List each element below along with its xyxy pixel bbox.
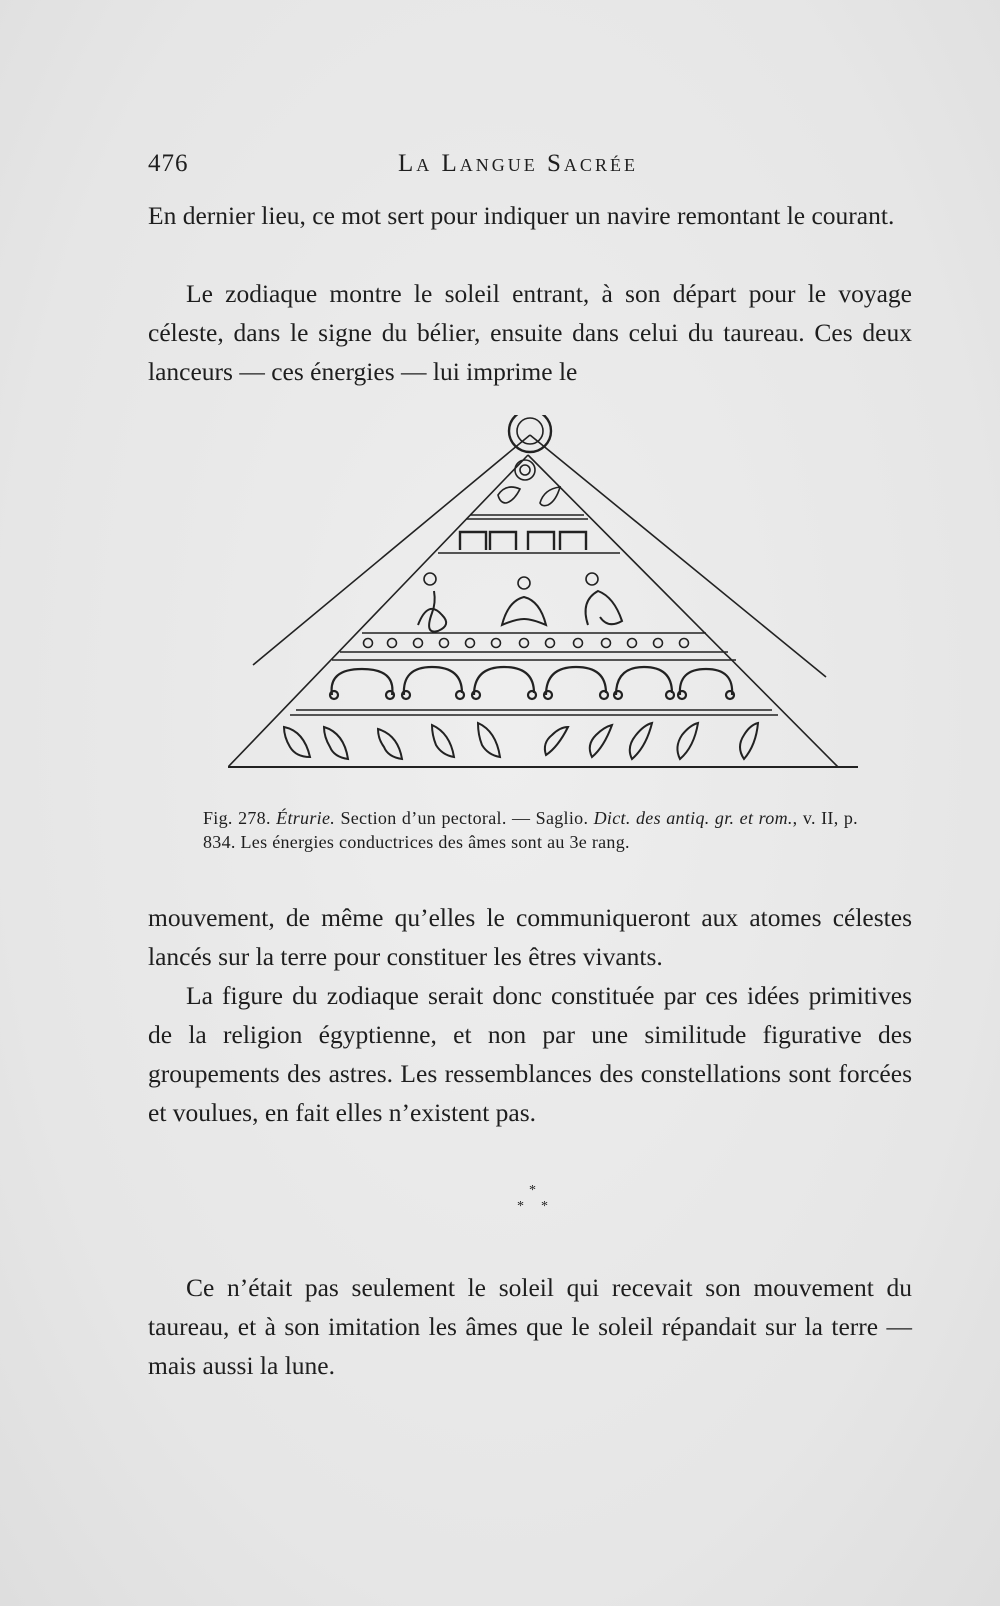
figure-left-head (424, 573, 436, 585)
top-horn-left (498, 487, 520, 503)
caption-ref-title: Dict. des antiq. gr. et rom. (593, 808, 793, 828)
horn-row (284, 723, 758, 759)
page-number: 476 (148, 150, 189, 177)
caption-fig-number: Fig. 278. (203, 808, 271, 828)
section-separator (515, 1183, 555, 1219)
pectoral-figure (228, 415, 858, 795)
apex-ring (509, 415, 551, 452)
figure-right-head (586, 573, 598, 585)
separator-star-left: * (517, 1199, 524, 1214)
paragraph-2: Le zodiaque montre le soleil entrant, à son départ pour le voyage céleste, dans le signe du bélier, ensuite dans celui du taureau. Ces deux lanceurs — ces énergies — lui imprime le (148, 279, 912, 386)
figure-left (418, 591, 446, 632)
paragraph-5: Ce n’était pas seulement le soleil qui recevait son mouvement du taureau, et à son imitation les âmes que le soleil répandait sur la terre — mais aussi la lune. (148, 1273, 912, 1380)
paragraph-1: En dernier lieu, ce mot sert pour indiquer un navire remontant le courant. (148, 201, 895, 230)
gate-row (460, 532, 586, 550)
caption-place: Étrurie. (276, 808, 336, 828)
arch-row (330, 667, 734, 699)
outer-left-edge (253, 435, 530, 665)
separator-star-top: * (529, 1183, 536, 1198)
running-title: La Langue Sacrée (398, 150, 638, 177)
small-ring-inner (520, 465, 530, 475)
paragraph-3: mouvement, de même qu’elles le communiqueront aux atomes célestes lancés sur la terre pour constituer les êtres vivants. (148, 903, 912, 971)
caption-text-2: , v. II, p. 834. Les énergies conductrices des âmes sont au 3e rang. (203, 808, 858, 852)
apex-ring-inner (517, 418, 543, 444)
paragraph-4: La figure du zodiaque serait donc constituée par ces idées primitives de la religion égyptienne, et non par une similitude figurative des groupements des astres. Les ressemblances des constellations sont forcées et voulues, en fait elles n’existent pas. (148, 981, 912, 1127)
figure-center-head (518, 577, 530, 589)
small-ring (515, 460, 535, 480)
separator-star-right: * (541, 1199, 548, 1214)
caption-text-1: Section d’un pectoral. — Saglio. (340, 808, 589, 828)
inner-left-edge (228, 455, 528, 767)
inner-right-edge (528, 455, 838, 767)
figure-center (502, 597, 546, 625)
top-horn-right (540, 487, 560, 506)
circle-row (364, 639, 689, 648)
figure-right (586, 591, 622, 625)
figure-caption (203, 806, 858, 854)
